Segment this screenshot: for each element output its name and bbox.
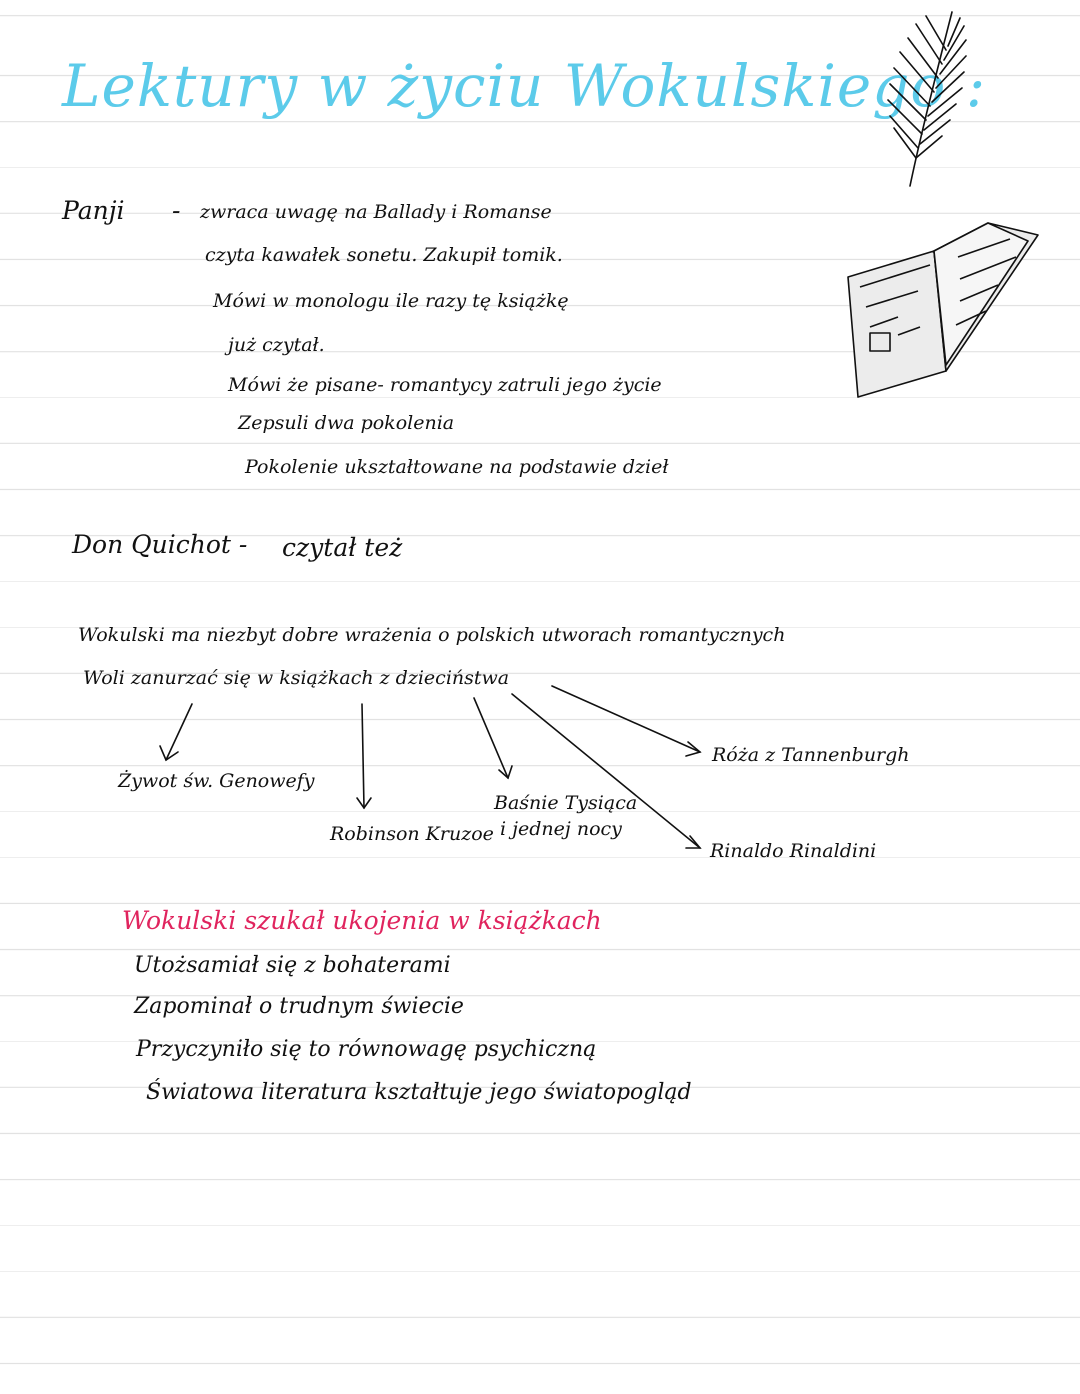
panji-line-3: Mówi w monologu ile razy tę książkę [213, 290, 569, 312]
book-roza: Róża z Tannenburgh [712, 744, 910, 766]
book-genowefa: Żywot św. Genowefy [118, 770, 315, 792]
summary-line-1: Utożsamiał się z bohaterami [134, 953, 451, 978]
panji-line-7: Pokolenie ukształtowane na podstawie dzieł [245, 456, 669, 478]
book-basnie-2: i jednej nocy [500, 818, 622, 840]
panji-line-2: czyta kawałek sonetu. Zakupił tomik. [205, 244, 563, 266]
book-rinaldo: Rinaldo Rinaldini [710, 840, 877, 862]
section-dash: - [172, 196, 181, 225]
section-label-panji: Panji [62, 196, 125, 225]
panji-line-1: zwraca uwagę na Ballady i Romanse [200, 201, 552, 223]
book-basnie-1: Baśnie Tysiąca [494, 792, 638, 814]
panji-line-6: Zepsuli dwa pokolenia [238, 412, 455, 434]
intro-line-2: Woli zanurzać się w książkach z dzieciństwa [83, 667, 510, 689]
summary-line-4: Światowa literatura kształtuje jego światopogląd [146, 1080, 692, 1105]
panji-line-5: Mówi że pisane- romantycy zatruli jego życie [228, 374, 662, 396]
intro-line-1: Wokulski ma niezbyt dobre wrażenia o polskich utworach romantycznych [78, 624, 786, 646]
panji-line-4: już czytał. [228, 334, 325, 356]
summary-line-3: Przyczyniło się to równowagę psychiczną [136, 1037, 597, 1062]
don-quichot-text: czytał też [282, 533, 403, 562]
summary-line-2: Zapominał o trudnym świecie [134, 994, 464, 1019]
book-robinson: Robinson Kruzoe [330, 823, 494, 845]
section-label-don-quichot: Don Quichot - [72, 530, 248, 559]
page-title: Lektury w życiu Wokulskiego : [62, 52, 987, 120]
summary-heading: Wokulski szukał ukojenia w książkach [122, 906, 602, 935]
